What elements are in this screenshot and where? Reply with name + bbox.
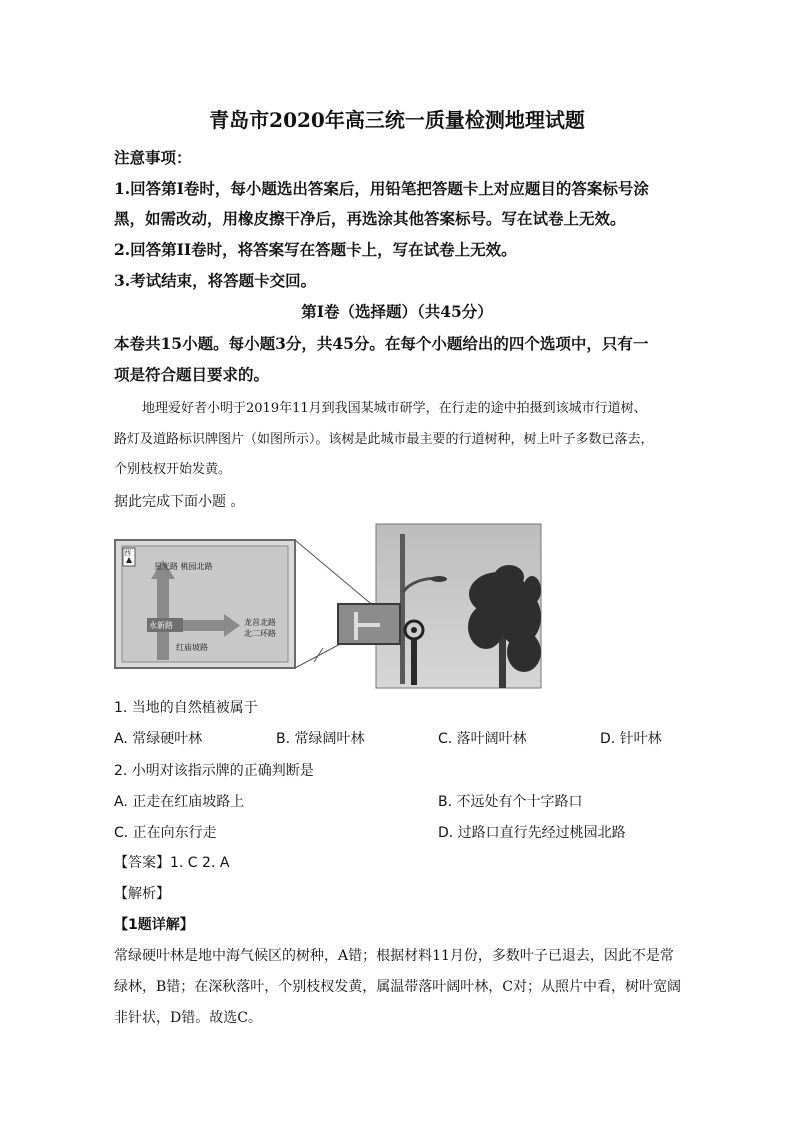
sign-road-top: 星光路 桃园北路 [154,562,213,571]
ornament-pole [411,639,417,685]
tick-mark [314,648,323,662]
notice-heading: 注意事项： [114,148,192,167]
figure [114,522,544,690]
detail-line-2: 绿林，B错；在深秋落叶，个别枝杈发黄，属温带落叶阔叶林，C对；从照片中看，树叶宽阔 [114,979,681,995]
material-line-2: 路灯及道路标识牌图片（如图所示）。该树是此城市最主要的行道树种，树上叶子多数已落去， [114,432,654,447]
section-intro-1: 本卷共15小题。每小题3分，共45分。在每个小题给出的四个选项中，只有一 [114,334,649,353]
answer-line: 【答案】1. C 2. A [114,855,230,871]
notice-item-1a: 1.回答第Ⅰ卷时，每小题选出答案后，用铅笔把答题卡上对应题目的答案标号涂 [114,179,649,198]
detail-line-3: 非针状，D错。故选C。 [114,1010,262,1026]
connector-line-top [295,540,376,608]
notice-item-2: 2.回答第II卷时，将答案写在答题卡上，写在试卷上无效。 [114,240,517,259]
q2-option-b: B. 不远处有个十字路口 [438,794,583,810]
q1-option-d: D. 针叶林 [600,731,662,747]
street-photo [338,524,541,688]
detail-heading: 【1题详解】 [114,917,194,933]
q1-stem: 1. 当地的自然植被属于 [114,700,258,716]
q2-option-d: D. 过路口直行先经过桃园北路 [438,825,626,841]
q2-stem: 2. 小明对该指示牌的正确判断是 [114,763,314,779]
q2-option-c: C. 正在向东行走 [114,825,217,841]
sign-road-right-2: 北二环路 [244,629,276,638]
q1-option-a: A. 常绿硬叶林 [114,731,203,747]
page-title: 青岛市2020年高三统一质量检测地理试题 [209,108,585,132]
connector-line-bottom [295,642,344,668]
section-intro-2: 项是符合题目要求的。 [114,365,270,384]
sign-road-current: 永新路 [149,621,173,630]
sign-road-bottom: 红庙坡路 [176,643,208,652]
detail-line-1: 常绿硬叶林是地中海气候区的树种，A错；根据材料11月份，多数叶子已退去，因此不是常 [114,948,674,964]
q1-option-c: C. 落叶阔叶林 [438,731,527,747]
photo-sign-arrow-h [354,623,380,627]
material-line-1: 地理爱好者小明于2019年11月到我国某城市研学，在行走的途中拍摄到该城市行道树、 [142,401,647,416]
material-prompt: 据此完成下面小题 。 [114,494,245,510]
material-line-3: 个别枝杈开始发黄。 [114,462,232,477]
section-heading: 第Ⅰ卷（选择题）（共45分） [301,302,493,321]
ornament-center [411,627,417,633]
notice-item-3: 3.考试结束，将答题卡交回。 [114,271,317,290]
q1-option-b: B. 常绿阔叶林 [276,731,365,747]
compass-label: 西 [124,549,131,557]
figure-svg [114,522,544,690]
notice-item-1b: 黑，如需改动，用橡皮擦干净后，再选涂其他答案标号。写在试卷上无效。 [114,209,626,228]
analysis-label: 【解析】 [114,886,170,902]
sign-road-right-1: 龙首北路 [244,618,276,627]
q2-option-a: A. 正走在红庙坡路上 [114,794,245,810]
lamp-head [431,576,447,582]
